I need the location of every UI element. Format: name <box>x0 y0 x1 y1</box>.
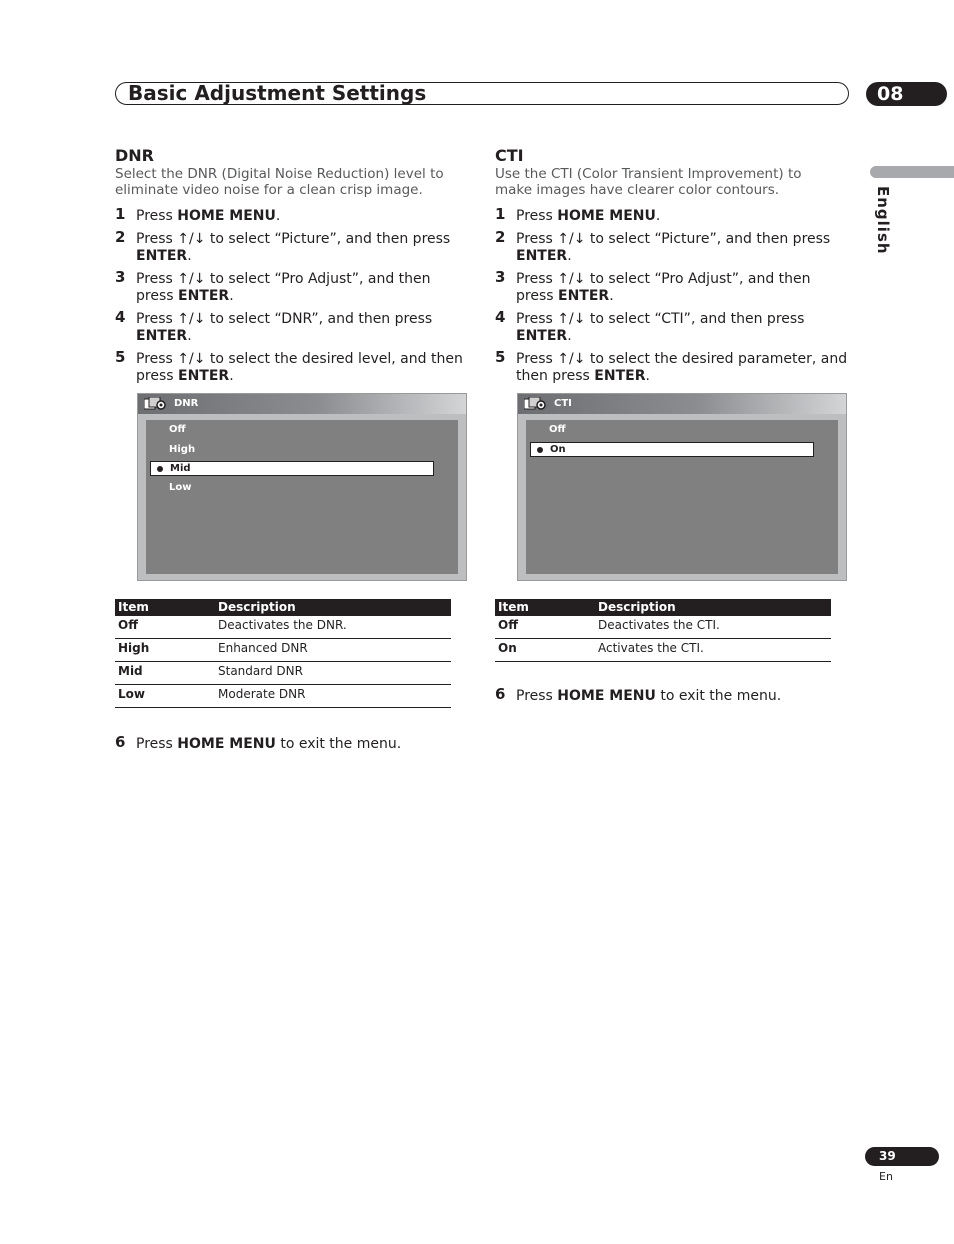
settings-menu-icon <box>524 397 548 411</box>
step-number: 6 <box>495 685 506 703</box>
step-text: Press <box>136 231 178 247</box>
step-key: ENTER <box>558 288 610 304</box>
osd-selected-label: On <box>550 444 566 455</box>
step-key: ENTER <box>516 248 568 264</box>
selected-dot-icon <box>537 447 543 453</box>
table-row <box>495 639 831 662</box>
step-text: ↑/↓ to select “DNR”, and then press <box>177 311 433 327</box>
step-text: . <box>229 368 234 384</box>
table-cell-desc: Deactivates the CTI. <box>595 616 831 639</box>
step-key: HOME MENU <box>177 736 276 752</box>
chapter-number: 08 <box>866 82 947 106</box>
step-number: 5 <box>495 348 506 366</box>
table-cell-item: Low <box>115 685 215 708</box>
table-row <box>115 662 451 685</box>
step-key: HOME MENU <box>557 688 656 704</box>
cti-step <box>495 268 852 305</box>
dnr-step <box>115 348 472 385</box>
header-bar <box>115 82 849 105</box>
step-text: . <box>609 288 614 304</box>
osd-selected-label: Mid <box>170 463 191 474</box>
cti-intro: Use the CTI (Color Transient Improvement) to make images have clearer color contours. <box>495 166 802 198</box>
settings-menu-icon <box>144 397 168 411</box>
step-text: . <box>645 368 650 384</box>
step-text: Press <box>516 271 558 287</box>
dnr-step <box>115 268 472 305</box>
table-cell-item: Mid <box>115 662 215 685</box>
step-text: ↑/↓ to select “Pro Adjust”, and then press <box>136 271 431 304</box>
osd-menu-item[interactable]: Low <box>169 482 192 493</box>
step-text: . <box>655 208 661 224</box>
step-text: Press <box>516 208 558 224</box>
step-number: 2 <box>495 228 506 246</box>
table-header-description: Description <box>215 599 451 616</box>
osd-panel <box>146 420 458 574</box>
table-row <box>115 639 451 662</box>
dnr-step <box>115 228 472 265</box>
step-key: ENTER <box>178 288 230 304</box>
step-text: ↑/↓ to select “Picture”, and then press <box>557 231 831 247</box>
step-text: Press <box>136 736 178 752</box>
step-key: ENTER <box>178 368 230 384</box>
step-text: Press <box>136 271 178 287</box>
table-cell-desc: Deactivates the DNR. <box>215 616 451 639</box>
cti-osd-screen <box>517 393 847 581</box>
step-number: 1 <box>115 205 126 223</box>
osd-menu-item-selected[interactable] <box>530 442 814 457</box>
step-text: . <box>567 328 572 344</box>
step-text: Press <box>516 688 558 704</box>
dnr-title: DNR <box>115 146 154 165</box>
cti-step <box>495 348 852 385</box>
step-key: ENTER <box>136 248 188 264</box>
table-cell-desc: Activates the CTI. <box>595 639 831 662</box>
step-key: ENTER <box>136 328 188 344</box>
table-cell-desc: Standard DNR <box>215 662 451 685</box>
dnr-step <box>115 308 472 345</box>
step-text: ↑/↓ to select the desired parameter, and then press <box>516 351 848 384</box>
table-cell-item: Off <box>495 616 595 639</box>
cti-description-table <box>495 599 831 662</box>
osd-titlebar <box>138 394 466 414</box>
table-cell-item: High <box>115 639 215 662</box>
table-cell-item: Off <box>115 616 215 639</box>
step-text: Press <box>516 311 558 327</box>
table-cell-desc: Moderate DNR <box>215 685 451 708</box>
table-header-description: Description <box>595 599 831 616</box>
step-key: ENTER <box>594 368 646 384</box>
osd-menu-item[interactable]: High <box>169 444 196 455</box>
dnr-description-table <box>115 599 451 708</box>
step-number: 4 <box>115 308 126 326</box>
cti-step <box>495 205 852 225</box>
table-row <box>115 685 451 708</box>
step-text: Press <box>516 351 558 367</box>
cti-step-final <box>495 685 852 705</box>
step-text: Press <box>136 351 178 367</box>
osd-title: CTI <box>554 398 572 409</box>
step-number: 6 <box>115 733 126 751</box>
step-number: 3 <box>495 268 506 286</box>
dnr-step-final <box>115 733 472 753</box>
step-text: . <box>187 248 192 264</box>
table-row <box>495 616 831 639</box>
page-title: Basic Adjustment Settings <box>128 81 427 105</box>
cti-section <box>495 146 855 711</box>
step-text: . <box>567 248 572 264</box>
table-header-item: Item <box>495 599 595 616</box>
step-number: 3 <box>115 268 126 286</box>
step-key: ENTER <box>516 328 568 344</box>
cti-step <box>495 228 852 265</box>
table-header-row <box>495 599 831 616</box>
step-number: 5 <box>115 348 126 366</box>
step-text: Press <box>136 311 178 327</box>
step-text: . <box>229 288 234 304</box>
cti-title: CTI <box>495 146 524 165</box>
dnr-intro: Select the DNR (Digital Noise Reduction) level to eliminate video noise for a clean crisp image. <box>115 166 444 198</box>
table-header-row <box>115 599 451 616</box>
osd-menu-item[interactable]: Off <box>169 424 186 435</box>
step-number: 2 <box>115 228 126 246</box>
step-number: 1 <box>495 205 506 223</box>
cti-step <box>495 308 852 345</box>
step-text: ↑/↓ to select “CTI”, and then press <box>557 311 805 327</box>
table-cell-item: On <box>495 639 595 662</box>
dnr-osd-screen <box>137 393 467 581</box>
osd-panel <box>526 420 838 574</box>
dnr-section <box>115 146 475 759</box>
step-text: to exit the menu. <box>275 736 402 752</box>
selected-dot-icon <box>157 466 163 472</box>
language-label: English <box>874 186 892 255</box>
step-text: ↑/↓ to select “Pro Adjust”, and then press <box>516 271 811 304</box>
step-text: to exit the menu. <box>655 688 782 704</box>
step-key: HOME MENU <box>177 208 276 224</box>
step-number: 4 <box>495 308 506 326</box>
step-text: ↑/↓ to select the desired level, and then press <box>136 351 463 384</box>
step-text: ↑/↓ to select “Picture”, and then press <box>177 231 451 247</box>
osd-titlebar <box>518 394 846 414</box>
step-text: Press <box>136 208 178 224</box>
table-header-item: Item <box>115 599 215 616</box>
step-text: . <box>275 208 281 224</box>
dnr-step <box>115 205 472 225</box>
table-row <box>115 616 451 639</box>
osd-title: DNR <box>174 398 199 409</box>
page-language: En <box>879 1170 893 1183</box>
osd-menu-item[interactable]: Off <box>549 424 566 435</box>
table-cell-desc: Enhanced DNR <box>215 639 451 662</box>
step-text: . <box>187 328 192 344</box>
side-tab <box>870 166 954 178</box>
step-text: Press <box>516 231 558 247</box>
step-key: HOME MENU <box>557 208 656 224</box>
page-number: 39 <box>865 1147 939 1166</box>
osd-menu-item-selected[interactable] <box>150 461 434 476</box>
